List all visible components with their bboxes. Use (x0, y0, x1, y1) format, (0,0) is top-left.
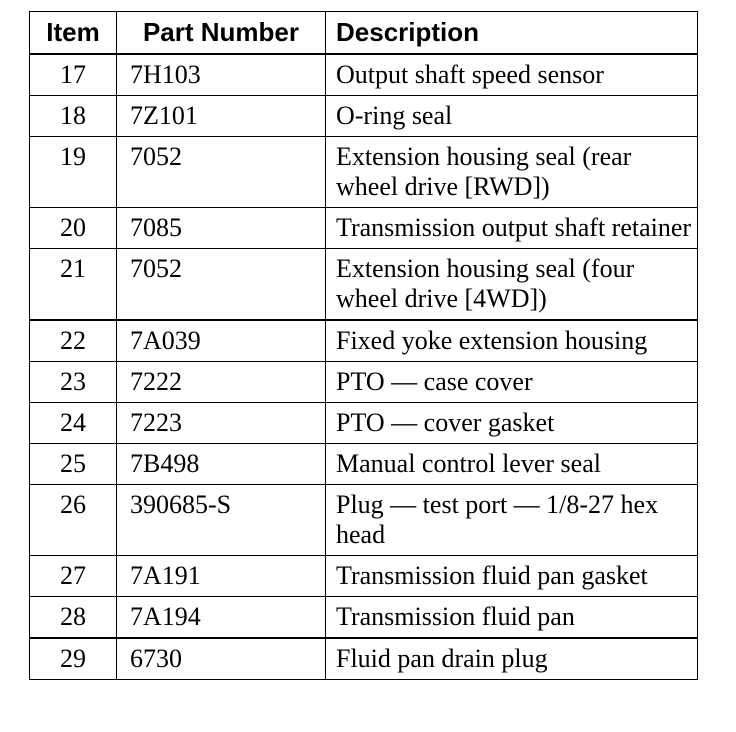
cell-part-number: 7052 (117, 249, 326, 321)
cell-description: Manual control lever seal (326, 444, 698, 485)
cell-description: Extension housing seal (four wheel drive [4WD]) (326, 249, 698, 321)
cell-description: Fixed yoke extension housing (326, 320, 698, 362)
table-body (30, 54, 698, 680)
cell-item: 22 (30, 320, 117, 362)
cell-description: Transmission fluid pan gasket (326, 556, 698, 597)
cell-part-number: 6730 (117, 638, 326, 680)
cell-item: 17 (30, 54, 117, 96)
cell-part-number: 7A039 (117, 320, 326, 362)
cell-item: 26 (30, 485, 117, 556)
cell-item: 23 (30, 362, 117, 403)
cell-part-number: 7085 (117, 208, 326, 249)
cell-part-number: 7Z101 (117, 96, 326, 137)
cell-item: 20 (30, 208, 117, 249)
cell-item: 18 (30, 96, 117, 137)
table-row (30, 444, 698, 485)
cell-description: Plug — test port — 1/8-27 hex head (326, 485, 698, 556)
header-row (30, 12, 698, 55)
table-row (30, 137, 698, 208)
header-description: Description (326, 12, 698, 55)
table-row (30, 54, 698, 96)
cell-description: Transmission fluid pan (326, 597, 698, 639)
cell-item: 25 (30, 444, 117, 485)
cell-description: Fluid pan drain plug (326, 638, 698, 680)
table-row (30, 249, 698, 321)
table-header (30, 12, 698, 55)
cell-description: Transmission output shaft retainer (326, 208, 698, 249)
table-row (30, 597, 698, 639)
cell-part-number: 7222 (117, 362, 326, 403)
cell-part-number: 7A191 (117, 556, 326, 597)
cell-part-number: 7B498 (117, 444, 326, 485)
cell-item: 27 (30, 556, 117, 597)
table-row (30, 96, 698, 137)
header-item: Item (30, 12, 117, 55)
cell-part-number: 7A194 (117, 597, 326, 639)
table-row (30, 556, 698, 597)
cell-item: 21 (30, 249, 117, 321)
cell-part-number: 7052 (117, 137, 326, 208)
cell-description: O-ring seal (326, 96, 698, 137)
table-row (30, 208, 698, 249)
cell-item: 29 (30, 638, 117, 680)
table-row (30, 320, 698, 362)
table-row (30, 403, 698, 444)
cell-part-number: 7H103 (117, 54, 326, 96)
parts-table (29, 11, 698, 680)
cell-part-number: 390685-S (117, 485, 326, 556)
cell-description: Output shaft speed sensor (326, 54, 698, 96)
cell-description: Extension housing seal (rear wheel drive [RWD]) (326, 137, 698, 208)
cell-item: 19 (30, 137, 117, 208)
header-part-number: Part Number (117, 12, 326, 55)
cell-description: PTO — case cover (326, 362, 698, 403)
cell-item: 28 (30, 597, 117, 639)
table-row (30, 362, 698, 403)
cell-part-number: 7223 (117, 403, 326, 444)
table-row (30, 638, 698, 680)
cell-item: 24 (30, 403, 117, 444)
table-row (30, 485, 698, 556)
cell-description: PTO — cover gasket (326, 403, 698, 444)
